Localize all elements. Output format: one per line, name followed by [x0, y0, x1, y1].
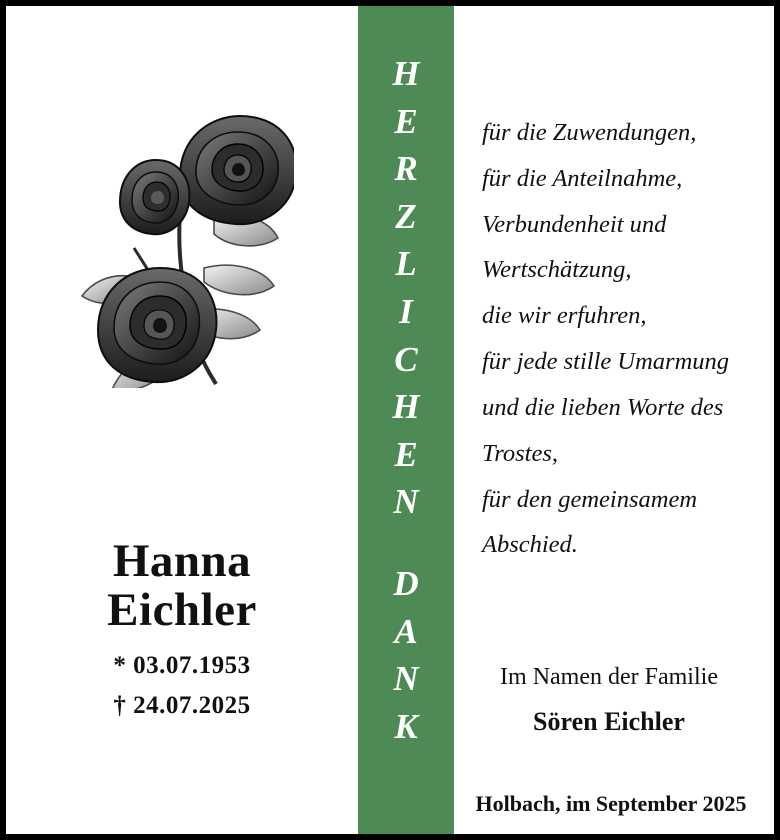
left-column — [6, 6, 358, 834]
thanks-line: Trostes, — [482, 439, 559, 467]
family-block — [454, 664, 764, 737]
first-name: Hanna — [112, 535, 252, 587]
banner-letter: D — [393, 563, 419, 603]
death-date: † 24.07.2025 — [113, 691, 251, 719]
birth-date: * 03.07.1953 — [113, 651, 251, 679]
banner-letter: C — [394, 339, 418, 379]
thanks-line: Verbundenheit und — [482, 210, 667, 238]
banner-letter: H — [392, 387, 420, 427]
family-name: Sören Eichler — [533, 707, 685, 736]
banner-letter: Z — [395, 196, 417, 236]
last-name: Eichler — [107, 583, 257, 636]
thanks-line: und die lieben Worte des — [482, 393, 724, 421]
thanks-text — [482, 110, 756, 568]
banner-letter: I — [399, 291, 413, 331]
banner-word-dank — [393, 560, 418, 750]
right-column — [454, 6, 774, 834]
thanks-line: für die Anteilnahme, — [482, 164, 683, 192]
banner-letter: H — [392, 54, 420, 93]
green-banner — [358, 6, 454, 834]
banner-letter: K — [394, 706, 418, 746]
banner-letter: E — [394, 434, 418, 474]
banner-letter: E — [394, 101, 418, 141]
banner-letter: A — [394, 611, 418, 651]
deceased-block — [6, 536, 358, 720]
thanks-line: für den gemeinsamem — [482, 485, 698, 513]
roses-illustration — [64, 98, 294, 388]
banner-letter: L — [395, 244, 417, 284]
banner-word-herzlichen — [392, 50, 419, 526]
thanks-line: die wir erfuhren, — [482, 302, 647, 330]
thanks-line: Abschied. — [482, 531, 578, 559]
family-intro: Im Namen der Familie — [500, 664, 718, 690]
place-and-date: Holbach, im September 2025 — [475, 791, 747, 816]
banner-letter: N — [393, 482, 419, 522]
thanks-line: für die Zuwendungen, — [482, 119, 697, 146]
thanks-line: Wertschätzung, — [482, 256, 632, 284]
thanks-line: für jede stille Umarmung — [482, 348, 730, 376]
banner-letter: N — [393, 659, 419, 699]
banner-letter: R — [394, 149, 418, 189]
